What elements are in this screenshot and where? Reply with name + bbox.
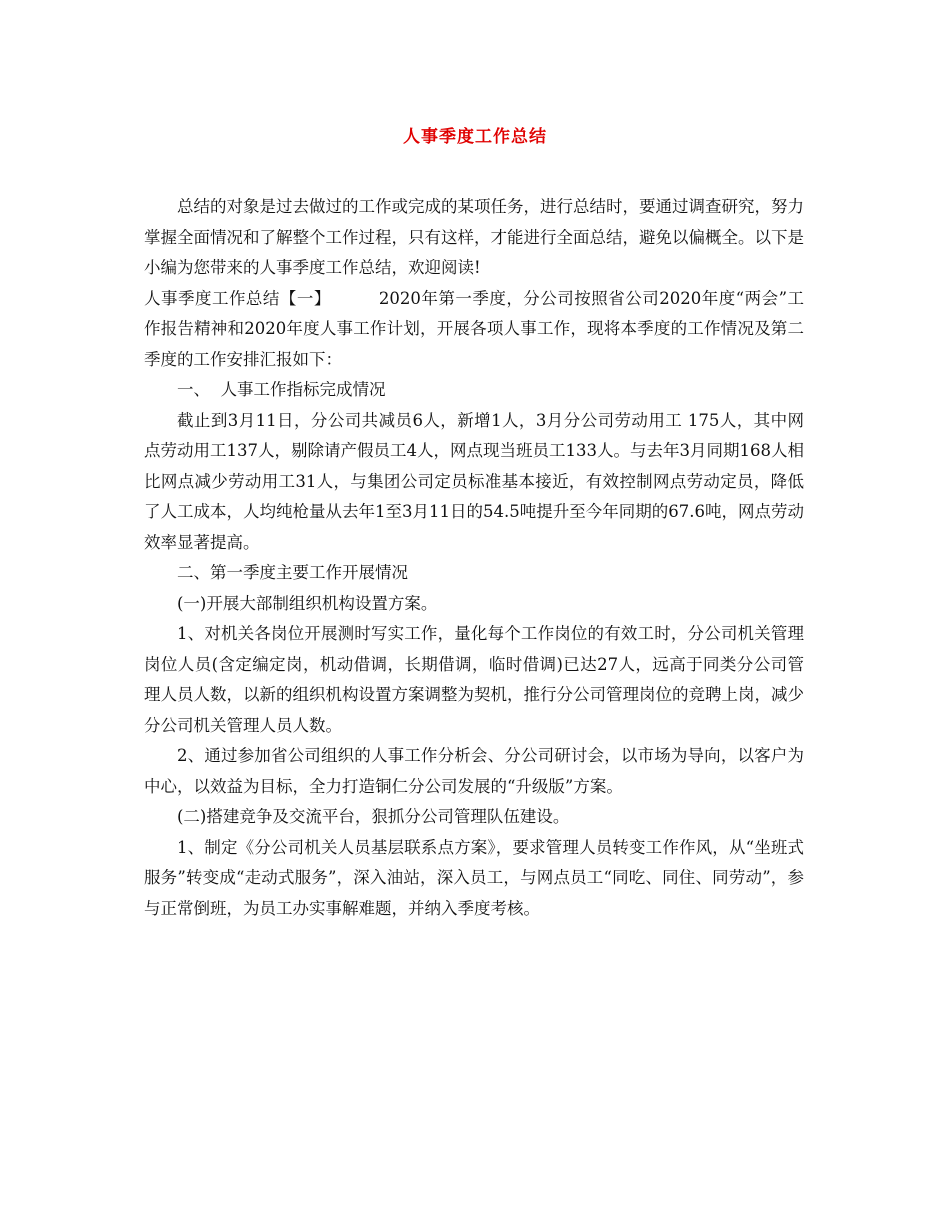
item-timing-paragraph: 1、对机关各岗位开展测时写实工作，量化每个工作岗位的有效工时，分公司机关管理岗位人员(含定编定岗，机动借调，长期借调，临时借调)已达27人，远高于同类分公司管理人员人数，以新的组织机构设置方案调整为契机，推行分公司管理岗位的竞聘上岗，减少分公司机关管理人员人数。 [144,624,804,735]
heading-indicators: 一、 人事工作指标完成情况 [177,380,386,399]
item-contact-point-paragraph: 1、制定《分公司机关人员基层联系点方案》，要求管理人员转变工作作风，从“坐班式服务”转变成“走动式服务”，深入油站，深入员工，与网点员工“同吃、同住、同劳动”，参与正常倒班，为员工办实事解难题，并纳入季度考核。 [144,837,804,918]
section-one-text: 2020年第一季度，分公司按照省公司2020年度“两会”工作报告精神和2020年度人事工作计划，开展各项人事工作，现将本季度的工作情况及第二季度的工作安排汇报如下： [144,288,805,369]
heading-main-work: 二、第一季度主要工作开展情况 [177,563,408,582]
subheading-competition-platform: (二)搭建竞争及交流平台，狠抓分公司管理队伍建设。 [177,807,570,826]
staffing-paragraph: 截止到3月11日，分公司共减员6人，新增1人，3月分公司劳动用工 175人，其中网点劳动用工137人，剔除请产假员工4人，网点现当班员工133人。与去年3月同期168人相比网点减少劳动用工31人，与集团公司定员标准基本接近，有效控制网点劳动定员，降低了人工成本，人均纯枪量从去年1至3月11日的54.5吨提升至今年同期的67.6吨，网点劳动效率显著提高。 [144,410,804,552]
document-title: 人事季度工作总结 [403,127,547,147]
item-upgrade-paragraph: 2、通过参加省公司组织的人事工作分析会、分公司研讨会，以市场为导向，以客户为中心，以效益为目标，全力打造铜仁分公司发展的“升级版”方案。 [144,746,804,796]
intro-paragraph: 总结的对象是过去做过的工作或完成的某项任务，进行总结时，要通过调查研究，努力掌握全面情况和了解整个工作过程，只有这样，才能进行全面总结，避免以偏概全。以下是小编为您带来的人事季度工作总结，欢迎阅读! [144,197,804,277]
section-one-paragraph [144,284,804,376]
document-body [144,192,804,924]
subheading-org-structure: (一)开展大部制组织机构设置方案。 [177,593,438,613]
section-heading-lead: 人事季度工作总结【一】 [144,288,331,308]
